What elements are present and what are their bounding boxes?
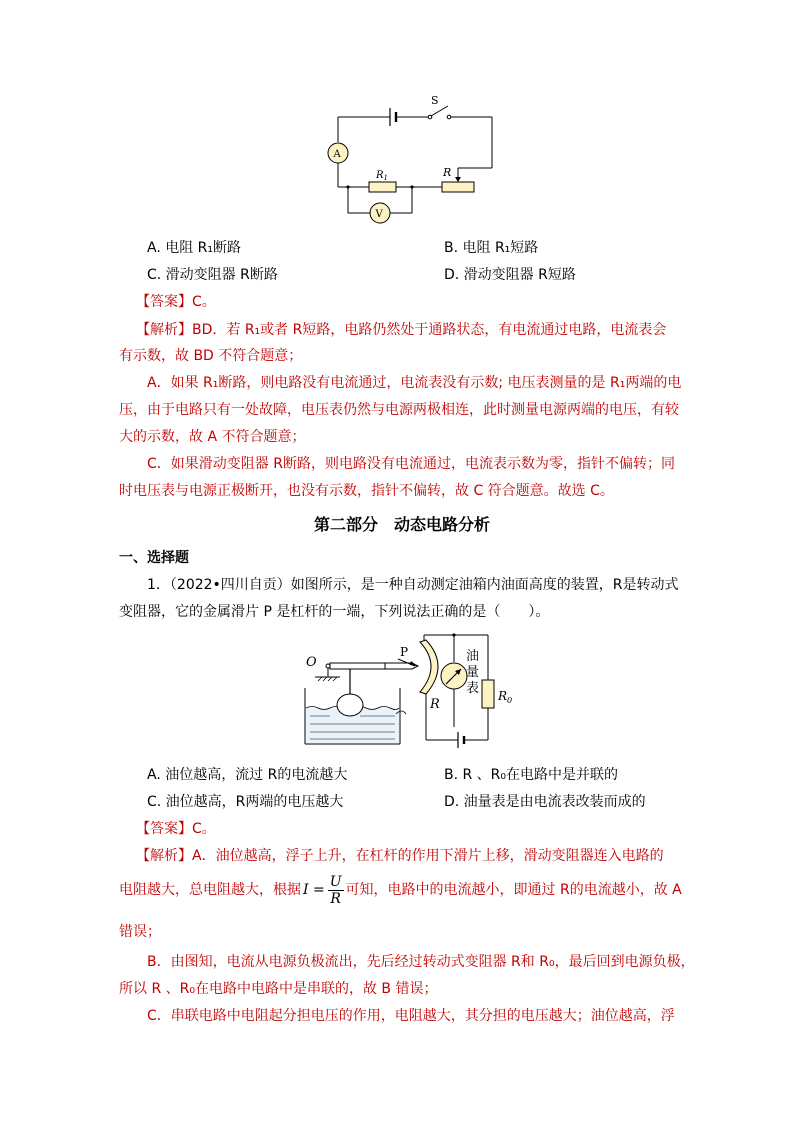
analysis-line: 大的示数，故 A 不符合题意； xyxy=(119,429,306,445)
rheostat-r-label: R xyxy=(430,697,440,712)
option-d: D. 滑动变阻器 R短路 xyxy=(444,267,576,283)
r-label: R xyxy=(443,166,452,179)
option-a: A. 油位越高，流过 R的电流越大 xyxy=(147,767,348,783)
formula-lhs: I = xyxy=(303,882,325,898)
subsection-heading: 一、选择题 xyxy=(119,550,189,566)
switch-lever xyxy=(431,106,448,116)
analysis-line: A．如果 R₁断路，则电路没有电流通过，电流表没有示数; 电压表测量的是 R₁两端的电 xyxy=(147,375,682,391)
analysis-line-with-formula xyxy=(119,872,682,908)
question-stem: 1．（2022•四川自贡）如图所示，是一种自动测定油箱内油面高度的装置，R是转动式 xyxy=(147,577,679,593)
answer: 【答案】C。 xyxy=(136,294,216,310)
question-stem: 变阻器，它的金属滑片 P 是杠杆的一端，下列说法正确的是（ ）。 xyxy=(119,604,550,620)
section-title: 第二部分 动态电路分析 xyxy=(314,515,491,534)
analysis-line: B．由图知，电流从电源负极流出，先后经过转动式变阻器 R和 R₀，最后回到电源负极， xyxy=(147,954,695,970)
analysis-text: 可知，电路中的电流越小，即通过 R的电流越小，故 A xyxy=(345,882,682,898)
formula xyxy=(303,874,344,907)
r1-label: $R_1$ xyxy=(376,170,388,182)
circuit-diagram-1 xyxy=(320,92,500,226)
svg-text:A: A xyxy=(333,149,341,160)
analysis-line: C．如果滑动变阻器 R断路，则电路没有电流通过，电流表示数为零，指针不偏转；同 xyxy=(147,456,675,472)
lever-arm xyxy=(330,663,385,669)
meter-label-2: 量 xyxy=(466,665,480,680)
oil-gauge-diagram xyxy=(300,632,513,748)
slider-p-label: P xyxy=(400,645,409,659)
analysis-line: 【解析】BD．若 R₁或者 R短路，电路仍然处于通路状态，有电流通过电路，电流表会 xyxy=(136,322,667,338)
option-d: D. 油量表是由电流表改装而成的 xyxy=(444,794,646,810)
rheostat-r xyxy=(442,182,474,192)
resistor-r0 xyxy=(482,680,494,708)
svg-text:V: V xyxy=(375,209,383,220)
analysis-line: 有示数，故 BD 不符合题意； xyxy=(119,348,303,364)
analysis-line: 【解析】A．油位越高，浮子上升，在杠杆的作用下滑片上移，滑动变阻器连入电路的 xyxy=(136,848,664,864)
analysis-line: 时电压表与电源正极断开，也没有示数，指针不偏转，故 C 符合题意。故选 C。 xyxy=(119,483,614,499)
option-c: C. 油位越高，R两端的电压越大 xyxy=(147,794,344,810)
resistor-r1 xyxy=(369,182,396,192)
float xyxy=(337,694,363,716)
analysis-text: 电阻越大，总电阻越大，根据 xyxy=(119,882,301,898)
meter-label-1: 油 xyxy=(466,649,480,664)
formula-denominator: R xyxy=(330,890,341,907)
option-b: B. R 、R₀在电路中是并联的 xyxy=(444,767,619,783)
rotary-rheostat-r xyxy=(420,640,438,694)
analysis-line: C．串联电路中电阻起分担电压的作用，电阻越大，其分担的电压越大；油位越高，浮 xyxy=(147,1008,675,1024)
option-b: B. 电阻 R₁短路 xyxy=(444,240,539,256)
analysis-line: 错误； xyxy=(119,924,161,940)
pivot-o-label: O xyxy=(306,655,317,670)
answer: 【答案】C。 xyxy=(136,821,216,837)
option-c: C. 滑动变阻器 R断路 xyxy=(147,267,278,283)
formula-fraction xyxy=(328,874,344,907)
meter-label-3: 表 xyxy=(466,681,480,696)
option-a: A. 电阻 R₁断路 xyxy=(147,240,242,256)
switch-label: S xyxy=(431,94,439,107)
analysis-line: 压，由于电路只有一处故障，电压表仍然与电源两极相连，此时测量电源两端的电压，有较 xyxy=(119,402,679,418)
formula-numerator: U xyxy=(329,873,342,890)
r0-label: $R_0$ xyxy=(498,689,513,705)
analysis-line: 所以 R 、R₀在电路中电路中是串联的，故 B 错误； xyxy=(119,981,438,997)
